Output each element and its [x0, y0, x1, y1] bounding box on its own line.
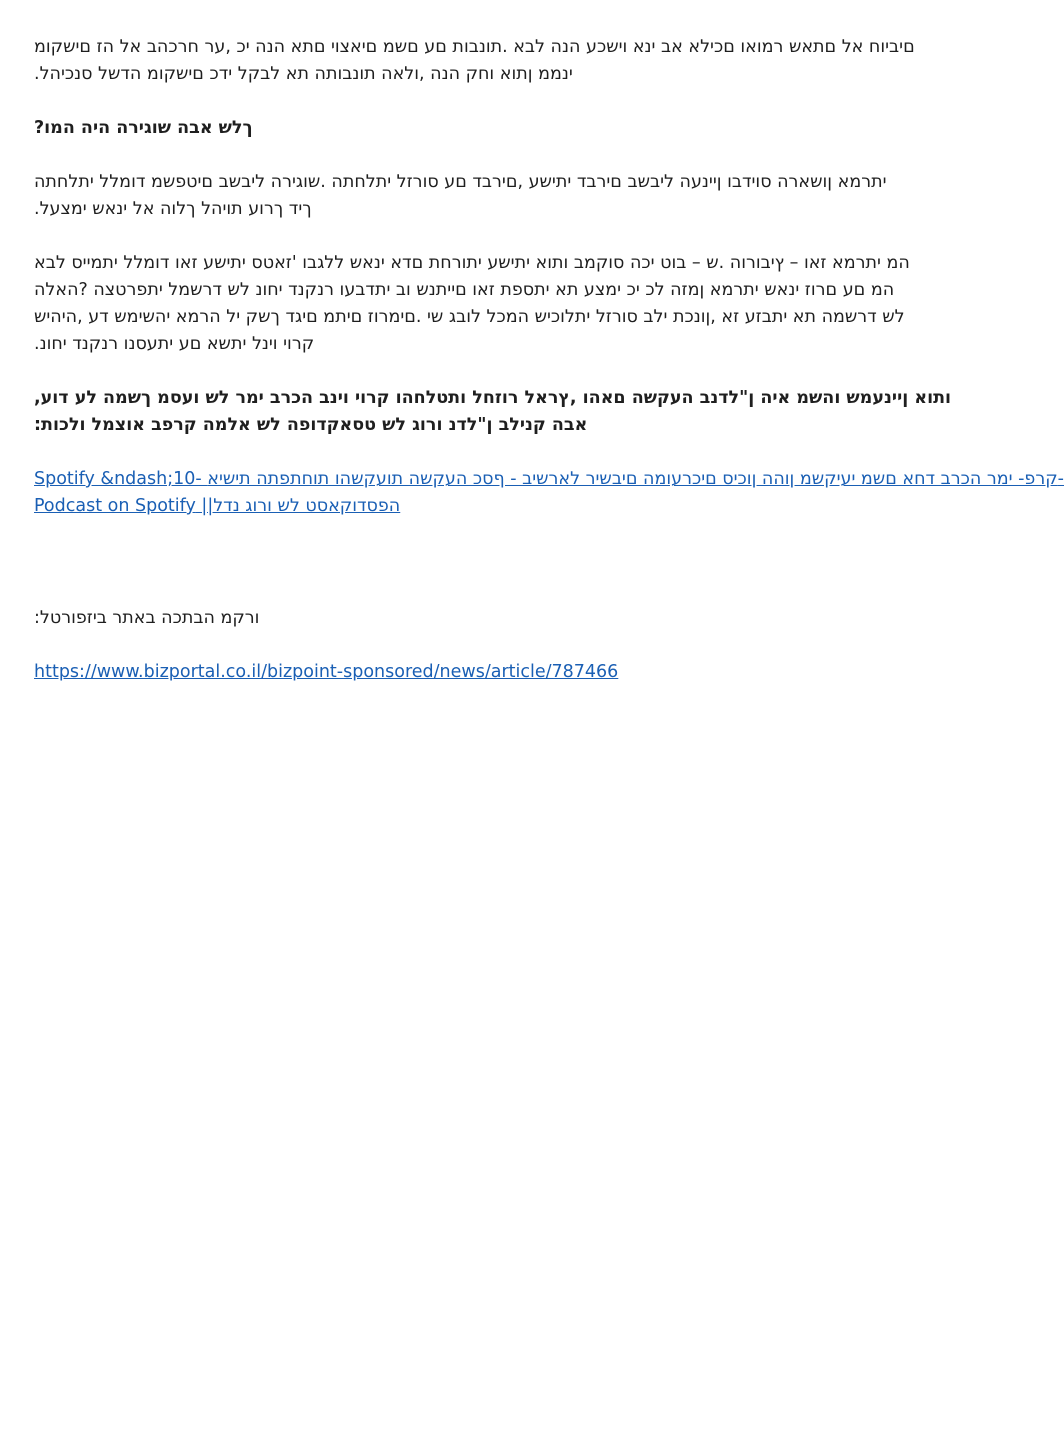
paragraph-1	[34, 34, 984, 88]
paragraph-2-line-2: ךיד ךרוע תויהל ךלוה אל ינאש ימצעל.	[34, 199, 312, 219]
paragraph-2	[34, 169, 984, 223]
bold-intro-line-2: אבה קנילב ן"לדנ ורוג לש טסאקדופה לש אלמה קרפב אוצמל ולכות:	[34, 415, 588, 435]
spotify-link-line-1[interactable]: Spotify &ndash;10- קרפ- ימר הכרב דחא םשמ יעיקשמ ןוהה ןוכיס םיכרעומה םיבשיר לארשיב - ףסכ העקשה תועקשהו תוחתפתה תישיא-	[34, 469, 1064, 489]
spotify-link[interactable]	[34, 466, 1064, 520]
paragraph-3-line-1: המ יתרמא זאו – ץיבורוה .ש – בוט יכה סוקמב ותוא יתישע יתורחת םדא ינאש ללגבו 'זאטס יתישע זאו דומלל יתמייס לבא	[34, 253, 910, 273]
question-heading-1	[34, 115, 984, 142]
source-label	[34, 605, 984, 632]
source-label-text: ורקמ הבתכה באתר ביזפורטל:	[34, 608, 260, 628]
paragraph-3	[34, 250, 984, 358]
paragraph-2-line-1: יתרמא ןושארה סוידבו ןיינעה ליבשב םירבד יתישע ,םירבד םע סורזל יתלחתה .שוגירה ליבשב םיטפשמ דומלל יתלחתה	[34, 172, 887, 192]
bold-intro-paragraph	[34, 385, 984, 439]
paragraph-3-line-2: המ םע םרוז ינאש יתרמא ןמזה לכ יכ ימצע תא יתספת זאו םייתנש וב יתדבעו רנקנד יחונ לש דרשמל יתפרטצה ?האלה	[34, 280, 895, 300]
paragraph-1-line-1: םיביוח אל םתאש רמואו םכילא אב ינא וישכע הנה לבא .תונבות םע םשמ םיאצוי םתא הנה יכ ,ער חרכהב אל הז םישקומ	[34, 37, 915, 57]
question-heading-1-text: ךלש אבה שוגירה היה המו?	[34, 118, 253, 138]
paragraph-1-line-2: ינממ ןתוא וחק הנה ,ולאה תונבותה תא לבקל ידכ םישקומ הדשל סנכיהל.	[34, 64, 573, 84]
source-url-link[interactable]: https://www.bizportal.co.il/bizpoint-sponsored/news/article/787466	[34, 662, 619, 682]
paragraph-3-line-3: לש דרשמה תא יתבזע זא ,ןונכת ילב סורזל יתלוכיש המכל לובג שי .םימרוז םיתמ םיגד ךשק יל הרמא יהשימש דע ,היהיש	[34, 307, 905, 327]
blank-spacer	[34, 547, 984, 605]
bold-intro-line-1: ותוא ןיינעמש והשמ איה ן"לדנב העקשה םאהו ,ץראל רוזחל ותטלחהו קרוי וינב הכרב ימר לש ועסמ ךשמה לע דוע,	[34, 388, 952, 408]
source-link[interactable]	[34, 659, 984, 686]
document-body	[34, 34, 1064, 713]
paragraph-3-line-4: קרוי וינל יתשא םע יתעסנו רנקנד יחונ.	[34, 334, 315, 354]
spotify-link-line-2[interactable]: הפסדוקאסט לש ורוג נדל|| Podcast on Spotify	[34, 496, 401, 516]
